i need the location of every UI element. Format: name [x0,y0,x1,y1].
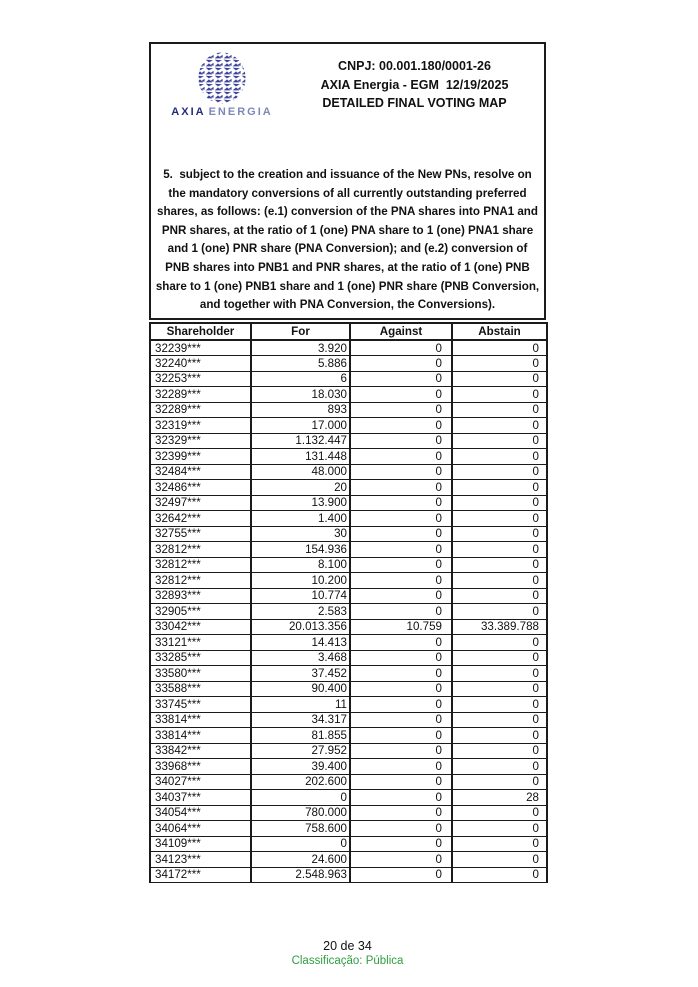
against-cell: 0 [350,433,452,449]
for-cell: 18.030 [251,387,350,403]
against-cell: 0 [350,759,452,775]
brand-secondary-text: ENERGIA [208,106,273,118]
against-cell: 0 [350,712,452,728]
shareholder-cell: 33042*** [150,619,251,635]
for-cell: 30 [251,526,350,542]
document-header [151,44,544,160]
table-row [150,836,547,852]
against-cell: 0 [350,697,452,713]
for-cell: 10.200 [251,573,350,589]
against-cell: 0 [350,356,452,372]
abstain-cell: 0 [452,371,547,387]
table-row [150,495,547,511]
column-header-against: Against [350,323,452,340]
abstain-cell: 0 [452,712,547,728]
table-row [150,852,547,868]
against-cell: 0 [350,774,452,790]
for-cell: 20 [251,480,350,496]
abstain-cell: 28 [452,790,547,806]
against-cell: 0 [350,743,452,759]
abstain-cell: 0 [452,728,547,744]
table-row [150,790,547,806]
against-cell: 0 [350,681,452,697]
column-header-for: For [251,323,350,340]
title-block [293,44,544,160]
table-header-row [150,323,547,340]
table-row [150,511,547,527]
geodesic-sphere-icon [196,51,248,105]
shareholder-cell: 32497*** [150,495,251,511]
table-row [150,635,547,651]
abstain-cell: 0 [452,387,547,403]
table-row [150,759,547,775]
abstain-cell: 0 [452,759,547,775]
table-row [150,619,547,635]
table-row [150,712,547,728]
abstain-cell: 0 [452,511,547,527]
table-row [150,604,547,620]
table-row [150,681,547,697]
column-header-shareholder: Shareholder [150,323,251,340]
shareholder-cell: 34123*** [150,852,251,868]
abstain-cell: 0 [452,867,547,883]
against-cell: 0 [350,464,452,480]
against-cell: 10.759 [350,619,452,635]
abstain-cell: 0 [452,526,547,542]
abstain-cell: 0 [452,588,547,604]
table-row [150,433,547,449]
abstain-cell: 0 [452,604,547,620]
abstain-cell: 0 [452,836,547,852]
table-row [150,387,547,403]
for-cell: 2.548.963 [251,867,350,883]
against-cell: 0 [350,542,452,558]
against-cell: 0 [350,836,452,852]
against-cell: 0 [350,790,452,806]
shareholder-cell: 32642*** [150,511,251,527]
shareholder-cell: 32289*** [150,387,251,403]
table-row [150,449,547,465]
cnpj-line: CNPJ: 00.001.180/0001-26 [338,59,491,73]
for-cell: 37.452 [251,666,350,682]
table-row [150,805,547,821]
for-cell: 13.900 [251,495,350,511]
shareholder-cell: 33968*** [150,759,251,775]
for-cell: 202.600 [251,774,350,790]
against-cell: 0 [350,495,452,511]
for-cell: 154.936 [251,542,350,558]
abstain-cell: 0 [452,743,547,759]
against-cell: 0 [350,635,452,651]
for-cell: 1.400 [251,511,350,527]
abstain-cell: 0 [452,557,547,573]
document-frame [149,42,546,320]
for-cell: 48.000 [251,464,350,480]
table-row [150,697,547,713]
abstain-cell: 0 [452,480,547,496]
abstain-cell: 0 [452,356,547,372]
table-row [150,774,547,790]
abstain-cell: 0 [452,697,547,713]
for-cell: 6 [251,371,350,387]
shareholder-cell: 33745*** [150,697,251,713]
shareholder-cell: 32812*** [150,542,251,558]
axia-logo [151,44,293,160]
against-cell: 0 [350,805,452,821]
for-cell: 1.132.447 [251,433,350,449]
abstain-cell: 0 [452,495,547,511]
abstain-cell: 0 [452,464,547,480]
shareholder-cell: 33814*** [150,712,251,728]
for-cell: 8.100 [251,557,350,573]
against-cell: 0 [350,821,452,837]
for-cell: 780.000 [251,805,350,821]
against-cell: 0 [350,588,452,604]
for-cell: 14.413 [251,635,350,651]
for-cell: 90.400 [251,681,350,697]
abstain-cell: 0 [452,805,547,821]
shareholder-cell: 32253*** [150,371,251,387]
shareholder-cell: 33814*** [150,728,251,744]
for-cell: 2.583 [251,604,350,620]
page-footer [149,939,546,967]
meeting-line: AXIA Energia - EGM 12/19/2025 [320,77,509,92]
shareholder-cell: 34027*** [150,774,251,790]
against-cell: 0 [350,418,452,434]
shareholder-cell: 32484*** [150,464,251,480]
table-row [150,666,547,682]
for-cell: 27.952 [251,743,350,759]
shareholder-cell: 34064*** [150,821,251,837]
table-row [150,526,547,542]
for-cell: 131.448 [251,449,350,465]
against-cell: 0 [350,387,452,403]
shareholder-cell: 32319*** [150,418,251,434]
shareholder-cell: 32289*** [150,402,251,418]
for-cell: 758.600 [251,821,350,837]
against-cell: 0 [350,650,452,666]
against-cell: 0 [350,526,452,542]
shareholder-cell: 32399*** [150,449,251,465]
against-cell: 0 [350,449,452,465]
abstain-cell: 0 [452,573,547,589]
table-row [150,542,547,558]
abstain-cell: 0 [452,821,547,837]
table-row [150,418,547,434]
for-cell: 20.013.356 [251,619,350,635]
shareholder-cell: 34109*** [150,836,251,852]
for-cell: 3.468 [251,650,350,666]
brand-primary-text: AXIA [171,106,206,118]
abstain-cell: 0 [452,542,547,558]
abstain-cell: 0 [452,340,547,356]
brand-wordmark [171,106,272,118]
shareholder-cell: 32893*** [150,588,251,604]
against-cell: 0 [350,557,452,573]
classification-label: Classificação: Pública [291,955,404,967]
table-row [150,480,547,496]
table-row [150,340,547,356]
abstain-cell: 0 [452,774,547,790]
shareholder-cell: 32486*** [150,480,251,496]
for-cell: 24.600 [251,852,350,868]
abstain-cell: 0 [452,449,547,465]
shareholder-cell: 32755*** [150,526,251,542]
abstain-cell: 0 [452,852,547,868]
voting-table [149,322,548,883]
table-row [150,867,547,883]
against-cell: 0 [350,604,452,620]
for-cell: 0 [251,836,350,852]
shareholder-cell: 32240*** [150,356,251,372]
shareholder-cell: 34172*** [150,867,251,883]
table-row [150,371,547,387]
against-cell: 0 [350,573,452,589]
against-cell: 0 [350,728,452,744]
abstain-cell: 0 [452,402,547,418]
shareholder-cell: 32329*** [150,433,251,449]
shareholder-cell: 32239*** [150,340,251,356]
table-row [150,743,547,759]
table-row [150,356,547,372]
table-row [150,728,547,744]
shareholder-cell: 33842*** [150,743,251,759]
against-cell: 0 [350,867,452,883]
table-row [150,464,547,480]
for-cell: 893 [251,402,350,418]
abstain-cell: 33.389.788 [452,619,547,635]
shareholder-cell: 32812*** [150,557,251,573]
column-header-abstain: Abstain [452,323,547,340]
for-cell: 34.317 [251,712,350,728]
against-cell: 0 [350,852,452,868]
for-cell: 5.886 [251,356,350,372]
table-row [150,650,547,666]
against-cell: 0 [350,402,452,418]
page-number: 20 de 34 [323,939,372,953]
against-cell: 0 [350,480,452,496]
abstain-cell: 0 [452,433,547,449]
shareholder-cell: 34054*** [150,805,251,821]
table-row [150,821,547,837]
resolution-paragraph: 5. subject to the creation and issuance of the New PNs, resolve on the mandatory conversions of all currently outstanding preferred shares, as follows: (e.1) conversion of the PNA shares into PNA1 and PNR shares, at the ratio of 1 (one) PNA share to 1 (one) PNA1 share and 1 (one) PNR share (PNA Conversion); and (e.2) conversion of PNB shares into PNB1 and PNR shares, at the ratio of 1 (one) PNB share to 1 (one) PNB1 share and 1 (one) PNR share (PNB Conversion, and together with PNA Conversion, the Conversions). [155,168,543,312]
abstain-cell: 0 [452,418,547,434]
for-cell: 3.920 [251,340,350,356]
abstain-cell: 0 [452,635,547,651]
for-cell: 10.774 [251,588,350,604]
against-cell: 0 [350,371,452,387]
shareholder-cell: 32905*** [150,604,251,620]
for-cell: 11 [251,697,350,713]
for-cell: 17.000 [251,418,350,434]
shareholder-cell: 33285*** [150,650,251,666]
shareholder-cell: 33121*** [150,635,251,651]
shareholder-cell: 34037*** [150,790,251,806]
for-cell: 0 [251,790,350,806]
table-row [150,402,547,418]
abstain-cell: 0 [452,681,547,697]
table-row [150,588,547,604]
doc-title-line: DETAILED FINAL VOTING MAP [322,96,507,110]
abstain-cell: 0 [452,666,547,682]
for-cell: 81.855 [251,728,350,744]
shareholder-cell: 32812*** [150,573,251,589]
against-cell: 0 [350,666,452,682]
table-row [150,573,547,589]
table-row [150,557,547,573]
shareholder-cell: 33580*** [150,666,251,682]
abstain-cell: 0 [452,650,547,666]
against-cell: 0 [350,340,452,356]
for-cell: 39.400 [251,759,350,775]
against-cell: 0 [350,511,452,527]
shareholder-cell: 33588*** [150,681,251,697]
